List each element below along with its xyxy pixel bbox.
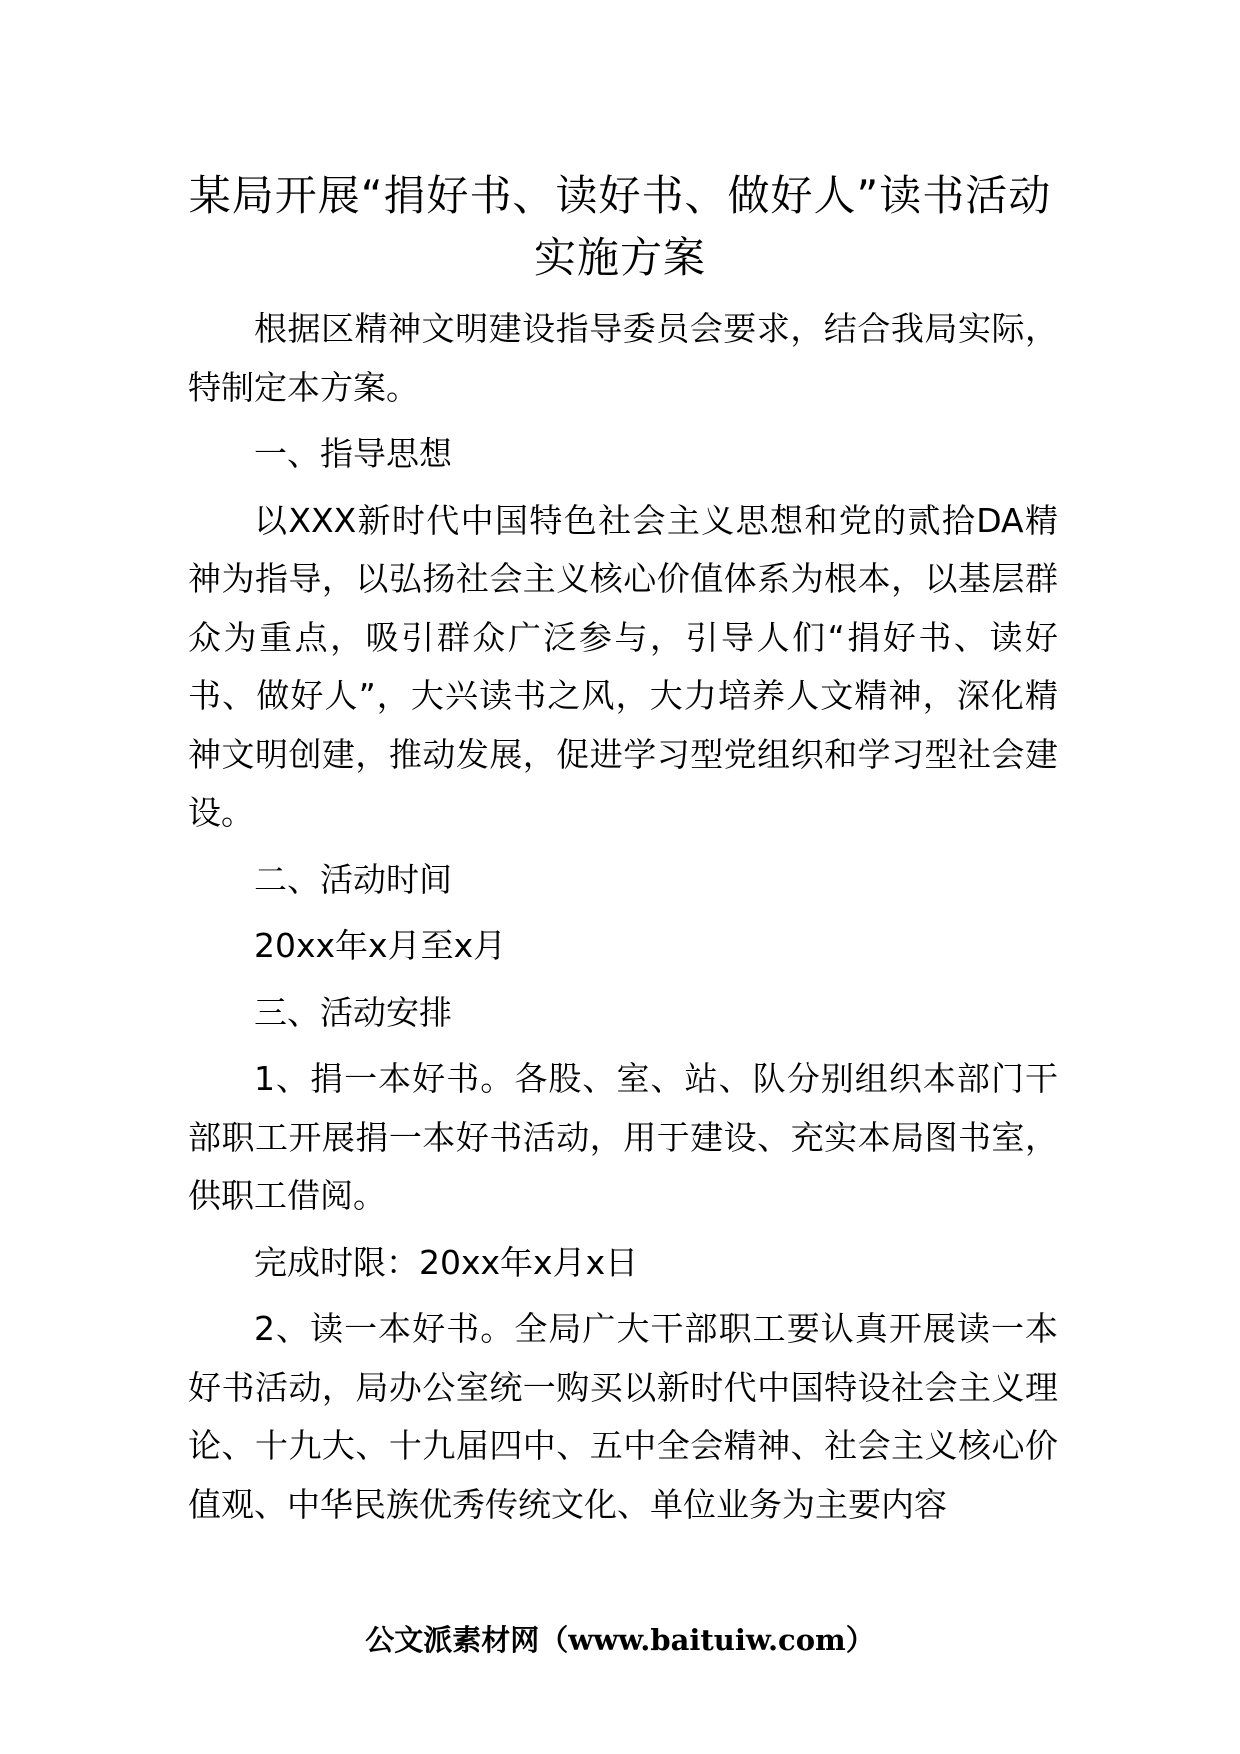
- paragraph-read-book: 2、读一本好书。全局广大干部职工要认真开展读一本好书活动，局办公室统一购买以新时代中国特设社会主义理论、十九大、十九届四中、五中全会精神、社会主义核心价值观、中华民族优秀传统文化、单位业务为主要内容: [188, 1309, 1058, 1524]
- section-heading-guiding-ideology: 一、指导思想: [254, 434, 452, 473]
- section-heading-activity-arrangement: 三、活动安排: [254, 992, 452, 1032]
- paragraph-guiding-ideology: 以XXX新时代中国特色社会主义思想和党的贰拾DA精神为指导，以弘扬社会主义核心价值体系为根本，以基层群众为重点，吸引群众广泛参与，引导人们“捐好书、读好书、做好人”，大兴读书之风，大力培养人文精神，深化精神文明创建，推动发展，促进学习型党组织和学习型社会建设。: [188, 500, 1058, 832]
- page-footer: 公文派素材网（www.baituiw.com）: [365, 1623, 875, 1657]
- document-body: [188, 300, 1058, 1534]
- paragraph-intro: 根据区精神文明建设指导委员会要求，结合我局实际，特制定本方案。: [188, 309, 1058, 407]
- document-title: 某局开展“捐好书、读好书、做好人”读书活动实施方案: [188, 171, 1052, 282]
- paragraph-donate-book: 1、捐一本好书。各股、室、站、队分别组织本部门干部职工开展捐一本好书活动，用于建设、充实本局图书室，供职工借阅。: [188, 1059, 1058, 1215]
- section-heading-activity-time: 二、活动时间: [254, 859, 452, 899]
- paragraph-deadline: 完成时限：20xx年x月x日: [254, 1242, 639, 1282]
- paragraph-activity-time: 20xx年x月至x月: [254, 926, 507, 965]
